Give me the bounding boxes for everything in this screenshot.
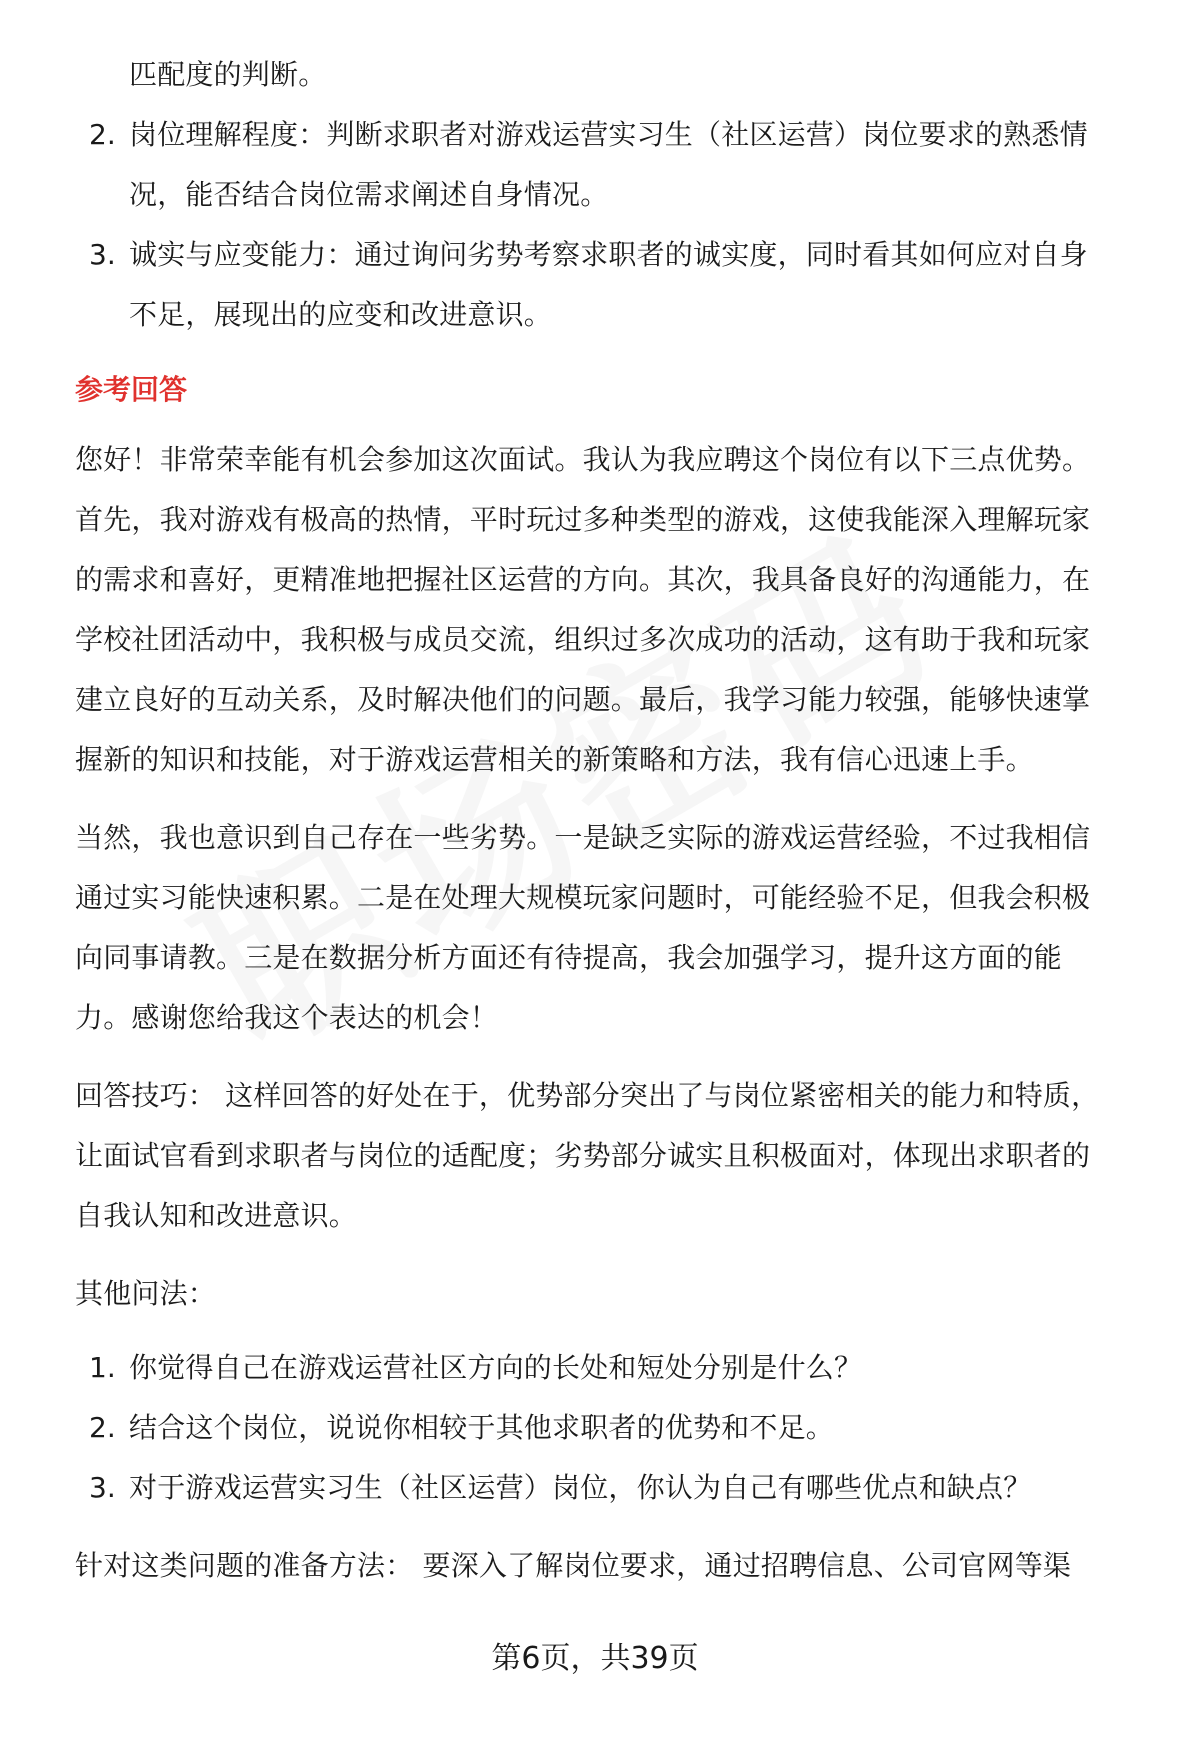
- paragraph-line: 学校社团活动中，我积极与成员交流，组织过多次成功的活动，这有助于我和玩家: [75, 623, 1091, 656]
- list-item: [75, 105, 1165, 225]
- list-line: 岗位理解程度：判断求职者对游戏运营实习生（社区运营）岗位要求的熟悉情: [129, 118, 1088, 151]
- list-number: 2.: [89, 118, 116, 151]
- list-line: 你觉得自己在游戏运营社区方向的长处和短处分别是什么？: [129, 1351, 863, 1384]
- list-line: 不足，展现出的应变和改进意识。: [129, 298, 553, 331]
- list-item: [75, 225, 1165, 345]
- paragraph-line: 自我认知和改进意识。: [75, 1199, 358, 1232]
- paragraph-line: 力。感谢您给我这个表达的机会！: [75, 1001, 499, 1034]
- paragraph-line: 向同事请教。三是在数据分析方面还有待提高，我会加强学习，提升这方面的能: [75, 941, 1063, 974]
- answer-paragraph-2: [75, 808, 1165, 1048]
- list-number: 1.: [89, 1351, 116, 1384]
- paragraph-line: 握新的知识和技能，对于游戏运营相关的新策略和方法，我有信心迅速上手。: [75, 743, 1034, 776]
- paragraph-line: 通过实习能快速积累。二是在处理大规模玩家问题时，可能经验不足，但我会积极: [75, 881, 1091, 914]
- other-questions-heading: 其他问法：: [75, 1277, 217, 1310]
- paragraph-line: 让面试官看到求职者与岗位的适配度；劣势部分诚实且积极面对，体现出求职者的: [75, 1139, 1091, 1172]
- list-item: [75, 1338, 1165, 1398]
- list-item: [75, 45, 1165, 105]
- list-line: 对于游戏运营实习生（社区运营）岗位，你认为自己有哪些优点和缺点？: [129, 1471, 1032, 1504]
- list-line: 匹配度的判断。: [129, 58, 327, 91]
- other-questions: [75, 1264, 1165, 1518]
- document-content: [75, 45, 1165, 1596]
- paragraph-line: 建立良好的互动关系，及时解决他们的问题。最后，我学习能力较强，能够快速掌: [75, 683, 1091, 716]
- paragraph-line: 首先，我对游戏有极高的热情，平时玩过多种类型的游戏，这使我能深入理解玩家: [75, 503, 1091, 536]
- criteria-list: [75, 45, 1165, 345]
- list-line: 况，能否结合岗位需求阐述自身情况。: [129, 178, 609, 211]
- answer-tips: [75, 1066, 1165, 1246]
- list-line: 结合这个岗位，说说你相较于其他求职者的优势和不足。: [129, 1411, 835, 1444]
- paragraph-line: 的需求和喜好，更精准地把握社区运营的方向。其次，我具备良好的沟通能力，在: [75, 563, 1091, 596]
- prep-method-line: 针对这类问题的准备方法： 要深入了解岗位要求，通过招聘信息、公司官网等渠: [75, 1549, 1072, 1582]
- paragraph-line: 您好！非常荣幸能有机会参加这次面试。我认为我应聘这个岗位有以下三点优势。: [75, 443, 1091, 476]
- list-number: 3.: [89, 1471, 116, 1504]
- list-line: 诚实与应变能力：通过询问劣势考察求职者的诚实度，同时看其如何应对自身: [129, 238, 1088, 271]
- paragraph-line: 回答技巧： 这样回答的好处在于，优势部分突出了与岗位紧密相关的能力和特质，: [75, 1079, 1100, 1112]
- page-number: 第6页，共39页: [491, 1641, 699, 1676]
- answer-paragraph-1: [75, 430, 1165, 790]
- list-item: [75, 1398, 1165, 1458]
- list-number: 3.: [89, 238, 116, 271]
- other-questions-list: [75, 1338, 1165, 1518]
- section-heading: 参考回答: [75, 373, 188, 406]
- paragraph-line: 当然，我也意识到自己存在一些劣势。一是缺乏实际的游戏运营经验，不过我相信: [75, 821, 1091, 854]
- list-item: [75, 1458, 1165, 1518]
- list-number: 2.: [89, 1411, 116, 1444]
